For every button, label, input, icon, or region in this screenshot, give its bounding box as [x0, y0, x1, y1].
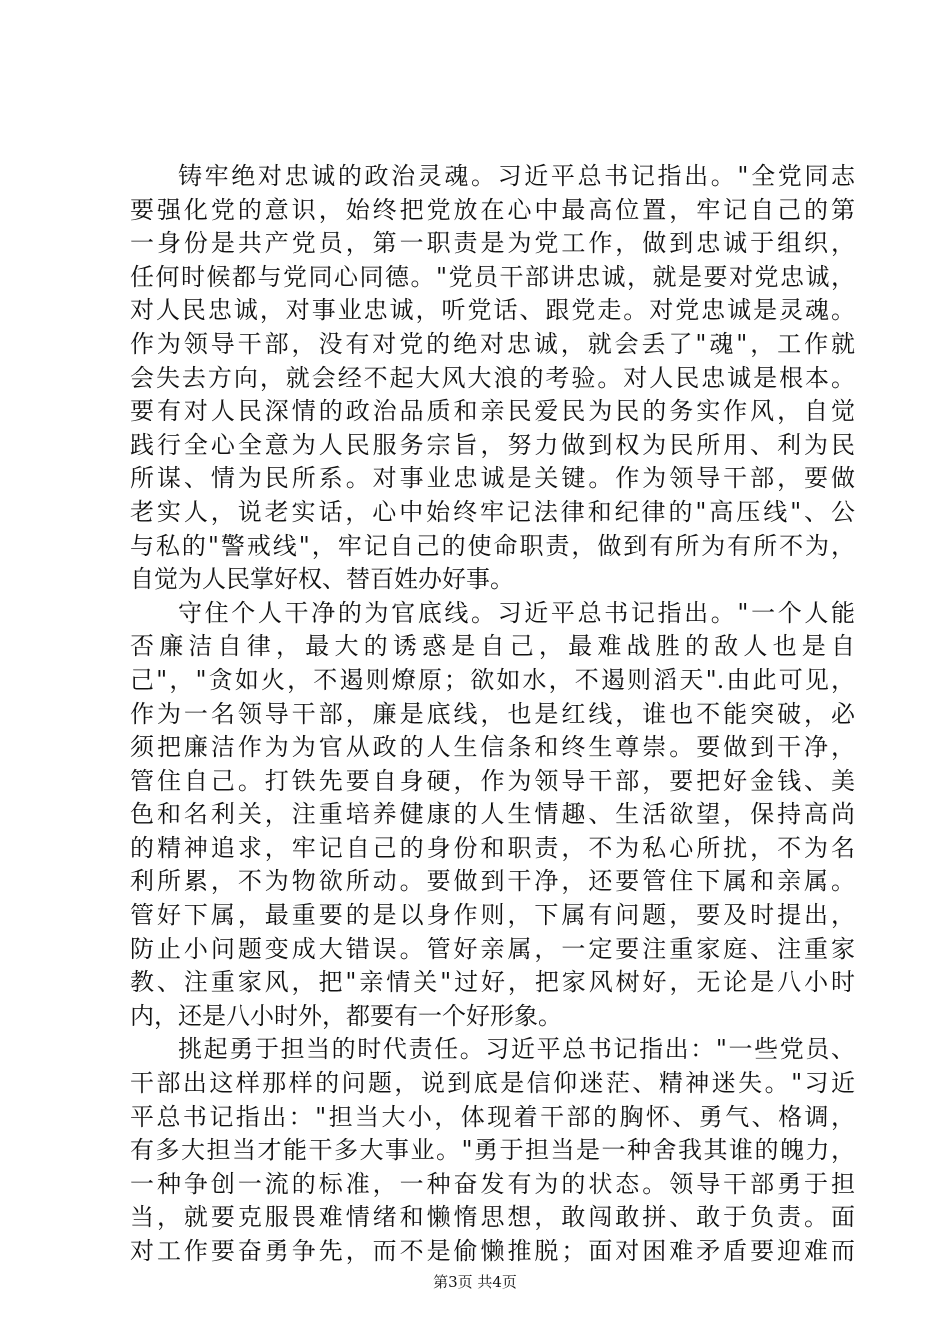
paragraph-2-line-13: 内，还是八小时外，都要有一个好形象。 [130, 1001, 562, 1030]
paragraph-2-line-7: 色和名利关，注重培养健康的人生情趣、生活欲望，保持高尚 [130, 800, 855, 829]
paragraph-1-line-12: 与私的"警戒线"，牢记自己的使命职责，做到有所为有所不为， [130, 531, 855, 560]
paragraph-2-line-3: 己"，"贪如火，不遏则燎原；欲如水，不遏则滔天".由此可见， [130, 665, 855, 694]
paragraph-3-line-6: 当，就要克服畏难情绪和懒惰思想，敢闯敢拼、敢于负责。面 [130, 1203, 855, 1232]
paragraph-1-line-9: 践行全心全意为人民服务宗旨，努力做到权为民所用、利为民 [130, 430, 855, 459]
paragraph-1-line-13: 自觉为人民掌好权、替百姓办好事。 [130, 565, 514, 594]
paragraph-3-line-4: 有多大担当才能干多大事业。"勇于担当是一种舍我其谁的魄力， [130, 1136, 855, 1165]
paragraph-2-line-10: 管好下属，最重要的是以身作则，下属有问题，要及时提出， [130, 901, 855, 930]
paragraph-2-line-8: 的精神追求，牢记自己的身份和职责，不为私心所扰，不为名 [130, 833, 855, 862]
document-body [130, 160, 855, 1269]
paragraph-2-line-2: 否廉洁自律，最大的诱惑是自己，最难战胜的敌人也是自 [130, 632, 855, 661]
paragraph-1-line-8: 要有对人民深情的政治品质和亲民爱民为民的务实作风，自觉 [130, 397, 855, 426]
paragraph-1-line-6: 作为领导干部，没有对党的绝对忠诚，就会丢了"魂"，工作就 [130, 329, 855, 358]
paragraph-1-line-11: 老实人，说老实话，心中始终牢记法律和纪律的"高压线"、公 [130, 497, 855, 526]
paragraph-2-line-4: 作为一名领导干部，廉是底线，也是红线，谁也不能突破，必 [130, 699, 855, 728]
paragraph-3-line-7: 对工作要奋勇争先，而不是偷懒推脱；面对困难矛盾要迎难而 [130, 1237, 855, 1265]
paragraph-2-line-11: 防止小问题变成大错误。管好亲属，一定要注重家庭、注重家 [130, 934, 855, 963]
paragraph-1-line-1: 铸牢绝对忠诚的政治灵魂。习近平总书记指出。"全党同志 [178, 162, 855, 190]
paragraph-2-line-9: 利所累，不为物欲所动。要做到干净，还要管住下属和亲属。 [130, 867, 855, 896]
paragraph-1-line-4: 任何时候都与党同心同德。"党员干部讲忠诚，就是要对党忠诚， [130, 262, 855, 291]
paragraph-2-line-6: 管住自己。打铁先要自身硬，作为领导干部，要把好金钱、美 [130, 766, 855, 795]
paragraph-3-line-2: 干部出这样那样的问题，说到底是信仰迷茫、精神迷失。"习近 [130, 1069, 855, 1098]
paragraph-2-line-12: 教、注重家风，把"亲情关"过好，把家风树好，无论是八小时 [130, 968, 855, 997]
paragraph-1-line-5: 对人民忠诚，对事业忠诚，听党话、跟党走。对党忠诚是灵魂。 [130, 296, 855, 325]
paragraph-1-line-10: 所谋、情为民所系。对事业忠诚是关键。作为领导干部，要做 [130, 464, 855, 493]
paragraph-1-line-3: 一身份是共产党员，第一职责是为党工作，做到忠诚于组织， [130, 229, 855, 258]
paragraph-1-line-2: 要强化党的意识，始终把党放在心中最高位置，牢记自己的第 [130, 195, 855, 224]
paragraph-3-line-1: 挑起勇于担当的时代责任。习近平总书记指出："一些党员、 [178, 1035, 855, 1064]
page-number-footer: 第3页 共4页 [433, 1273, 517, 1291]
paragraph-3-line-3: 平总书记指出："担当大小，体现着干部的胸怀、勇气、格调， [130, 1102, 855, 1131]
paragraph-3-line-5: 一种争创一流的标准，一种奋发有为的状态。领导干部勇于担 [130, 1169, 855, 1198]
paragraph-2-line-5: 须把廉洁作为为官从政的人生信条和终生尊崇。要做到干净， [130, 733, 855, 762]
paragraph-2-line-1: 守住个人干净的为官底线。习近平总书记指出。"一个人能 [178, 598, 855, 627]
paragraph-1-line-7: 会失去方向，就会经不起大风大浪的考验。对人民忠诚是根本。 [130, 363, 855, 392]
